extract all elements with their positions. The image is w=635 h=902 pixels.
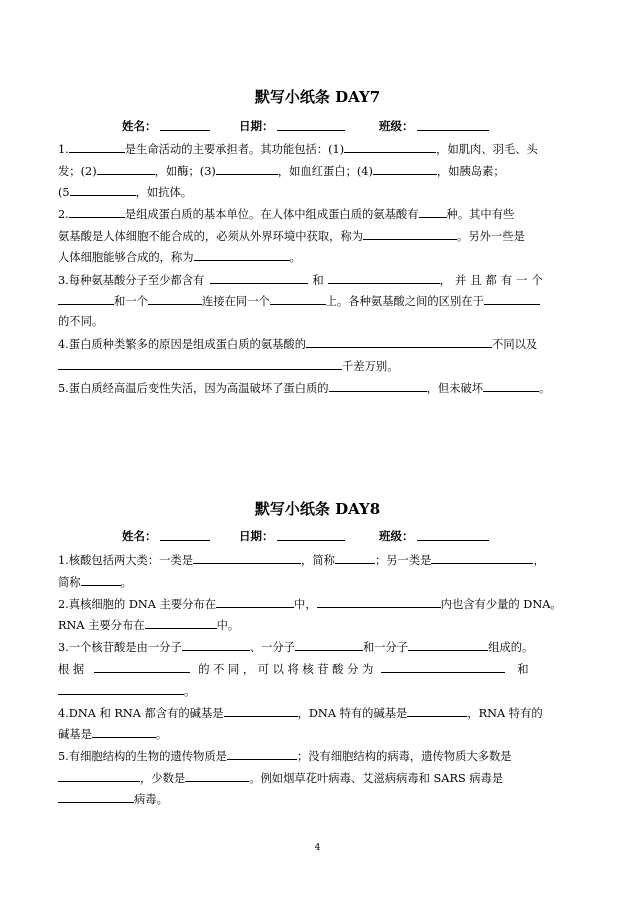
fill-blank[interactable] (81, 575, 121, 586)
day8-line-9: 碱基是 。 (58, 728, 168, 741)
fill-blank[interactable] (185, 771, 249, 782)
fill-blank[interactable] (69, 142, 125, 153)
fill-blank[interactable] (97, 164, 155, 175)
name-blank[interactable] (160, 120, 210, 131)
fill-blank[interactable] (329, 381, 427, 392)
day8-line-12: 病毒。 (58, 792, 588, 804)
fill-blank[interactable] (58, 359, 342, 370)
day7-line-1: 1. 是生命活动的主要承担者。其功能包括：(1) ，如肌肉、羽毛、头 (58, 143, 538, 156)
class-blank[interactable] (417, 120, 489, 131)
fill-blank[interactable] (484, 294, 540, 305)
class-label: 班级： (379, 119, 414, 133)
day8-line-8: 4.DNA 和 RNA 都含有的碱基是 ，DNA 特有的碱基是 ，RNA 特有的 (58, 707, 543, 720)
day8-line-10: 5.有细胞结构的生物的遗传物质是 ；没有细胞结构的病毒，遗传物质大多数是 (58, 750, 512, 763)
fill-blank[interactable] (381, 662, 505, 673)
day7-line-3: (5 ，如抗体。 (58, 186, 193, 199)
fill-blank[interactable] (182, 640, 250, 651)
date-label: 日期： (239, 119, 274, 133)
day8-line-2: 简称 。 (58, 576, 132, 589)
day7-line-12: 5.蛋白质经高温后变性失活，因为高温破坏了蛋白质的 ，但未破坏 。 (58, 382, 551, 395)
day7-line-4: 2. 是组成蛋白质的基本单位。在人体中组成蛋白质的氨基酸有 种。其中有些 (58, 208, 515, 221)
day8-line-5: 3.一个核苷酸是由一分子 、一分子 和一分子 组成的。 (58, 641, 534, 654)
fill-blank[interactable] (216, 164, 278, 175)
fill-blank[interactable] (335, 553, 375, 564)
fill-blank[interactable] (210, 273, 308, 284)
fill-blank[interactable] (58, 792, 134, 803)
fill-blank[interactable] (363, 229, 457, 240)
fill-blank[interactable] (431, 553, 533, 564)
fill-blank[interactable] (58, 294, 114, 305)
date-label: 日期： (239, 529, 274, 543)
date-blank[interactable] (277, 120, 345, 131)
date-blank[interactable] (277, 530, 345, 541)
day7-line-8: 和一个 连接在同一个 上。各种氨基酸之间的区别在于 (58, 294, 588, 306)
day8-line-7: 。 (58, 684, 588, 696)
fill-blank[interactable] (408, 640, 488, 651)
fill-blank[interactable] (306, 337, 492, 348)
day8-line-3: 2.真核细胞的 DNA 主要分布在 中， 内也含有少量的 DNA。 (58, 598, 562, 611)
fill-blank[interactable] (145, 618, 217, 629)
day7-line-2: 发；(2) ，如酶；(3) ，如血红蛋白；(4) ，如胰岛素； (58, 165, 505, 178)
fill-blank[interactable] (407, 706, 467, 717)
day7-line-11: 千差万别。 (58, 359, 588, 371)
day8-line-4: RNA 主要分布在 中。 (58, 619, 240, 632)
fill-blank[interactable] (94, 662, 190, 673)
class-label: 班级： (379, 529, 414, 543)
fill-blank[interactable] (58, 684, 184, 695)
day8-line-1: 1.核酸包括两大类：一类是 ，简称 ；另一类是 ， (58, 554, 545, 567)
fill-blank[interactable] (270, 294, 326, 305)
name-label: 姓名： (122, 529, 157, 543)
fill-blank[interactable] (419, 207, 447, 218)
day7-title: 默写小纸条 DAY7 (254, 88, 381, 106)
page-number: 4 (314, 843, 321, 853)
name-blank[interactable] (160, 530, 210, 541)
fill-blank[interactable] (216, 597, 294, 608)
day7-line-5: 氨基酸是人体细胞不能合成的，必须从外界环境中获取，称为 。另外一些是 (58, 230, 525, 243)
fill-blank[interactable] (227, 749, 297, 760)
fill-blank[interactable] (148, 294, 202, 305)
name-label: 姓名： (122, 119, 157, 133)
day7-line-6: 人体细胞能够合成的，称为 。 (58, 251, 301, 264)
day8-title: 默写小纸条 DAY8 (254, 500, 381, 518)
day8-line-11: ，少数是 。例如烟草花叶病毒、艾滋病病毒和 SARS 病毒是 (58, 771, 588, 783)
day7-line-7: 3.每种氨基酸分子至少都含有 和 ，并且都有一个 (58, 274, 547, 287)
day7-line-10: 4.蛋白质种类繁多的原因是组成蛋白质的氨基酸的 不同以及 (58, 338, 538, 351)
class-blank[interactable] (417, 530, 489, 541)
fill-blank[interactable] (69, 207, 125, 218)
fill-blank[interactable] (483, 381, 539, 392)
fill-blank[interactable] (92, 727, 156, 738)
day8-line-6: 根 据 的 不 同 ， 可 以 将 核 苷 酸 分 为 和 (58, 663, 529, 676)
fill-blank[interactable] (58, 771, 140, 782)
fill-blank[interactable] (193, 553, 301, 564)
fill-blank[interactable] (194, 250, 290, 261)
fill-blank[interactable] (373, 164, 437, 175)
fill-blank[interactable] (317, 597, 441, 608)
day7-line-9: 的不同。 (58, 315, 104, 328)
fill-blank[interactable] (344, 142, 436, 153)
fill-blank[interactable] (295, 640, 363, 651)
fill-blank[interactable] (70, 185, 136, 196)
fill-blank[interactable] (328, 273, 440, 284)
fill-blank[interactable] (224, 706, 298, 717)
